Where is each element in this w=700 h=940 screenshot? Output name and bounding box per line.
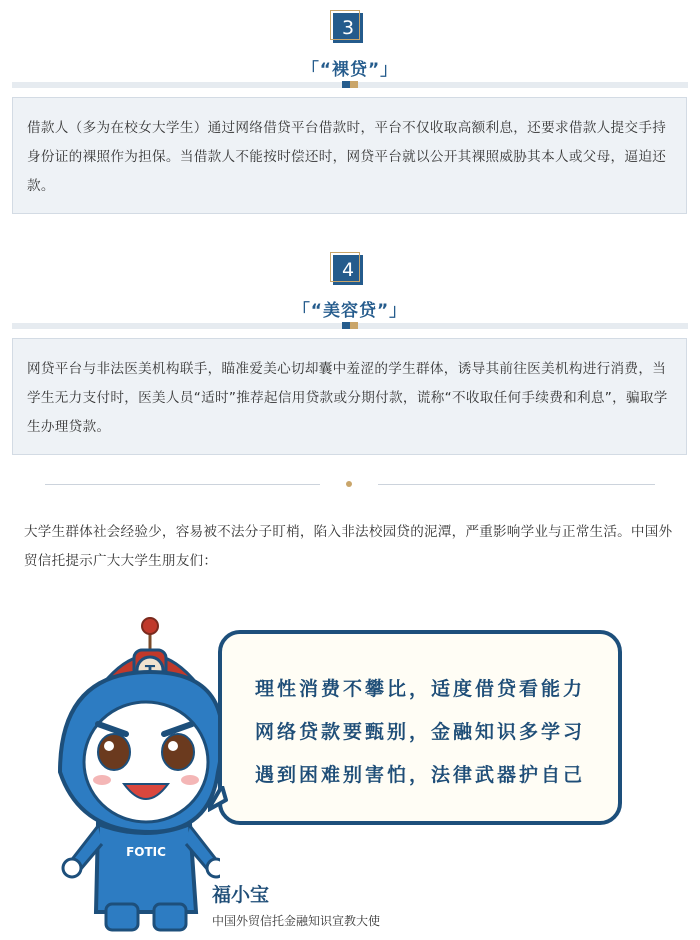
intro-paragraph: 大学生群体社会经验少，容易被不法分子盯梢，陷入非法校园贷的泥潭，严重影响学业与正常生活。中国外贸信托提示广大大学生朋友们： — [24, 524, 673, 569]
section-body-text: 借款人（多为在校女大学生）通过网络借贷平台借款时，平台不仅收取高额利息，还要求借款人提交手持身份证的裸照作为担保。当借款人不能按时偿还时，网贷平台就以公开其裸照威胁其本人或父母，逼迫还款。 — [27, 120, 667, 194]
separator-dot — [346, 481, 352, 487]
mascot-shirt-logo: FOTIC — [126, 845, 166, 859]
divider-mark — [342, 81, 358, 88]
mascot-title: 中国外贸信托金融知识宣教大使 — [212, 914, 381, 928]
mascot-illustration — [40, 612, 220, 934]
section-number-badge: 3 — [333, 13, 363, 43]
divider-mark — [342, 322, 358, 329]
section-body-text: 网贷平台与非法医美机构联手，瞄准爱美心切却囊中羞涩的学生群体，诱导其前往医美机构进行消费，当学生无力支付时，医美人员“适时”推荐起信用贷款或分期付款，谎称“不收取任何手续费和利息”，骗取学生办理贷款。 — [27, 361, 668, 435]
slogan-line: 理性消费不攀比，适度借贷看能力 — [254, 678, 585, 700]
section-body-box — [12, 338, 687, 455]
slogan-line: 网络贷款要甄别，金融知识多学习 — [254, 721, 585, 743]
separator-line-left — [45, 484, 320, 485]
slogan-line: 遇到困难别害怕，法律武器护自己 — [254, 764, 585, 786]
speech-bubble — [218, 630, 622, 825]
separator-line-right — [378, 484, 655, 485]
section-heading: 「“美容贷”」 — [292, 301, 408, 321]
mascot-name: 福小宝 — [212, 884, 270, 906]
speech-bubble-tail — [208, 786, 228, 816]
section-body-box — [12, 97, 687, 214]
section-heading: 「“裸贷”」 — [301, 60, 399, 80]
section-number-badge: 4 — [333, 255, 363, 285]
